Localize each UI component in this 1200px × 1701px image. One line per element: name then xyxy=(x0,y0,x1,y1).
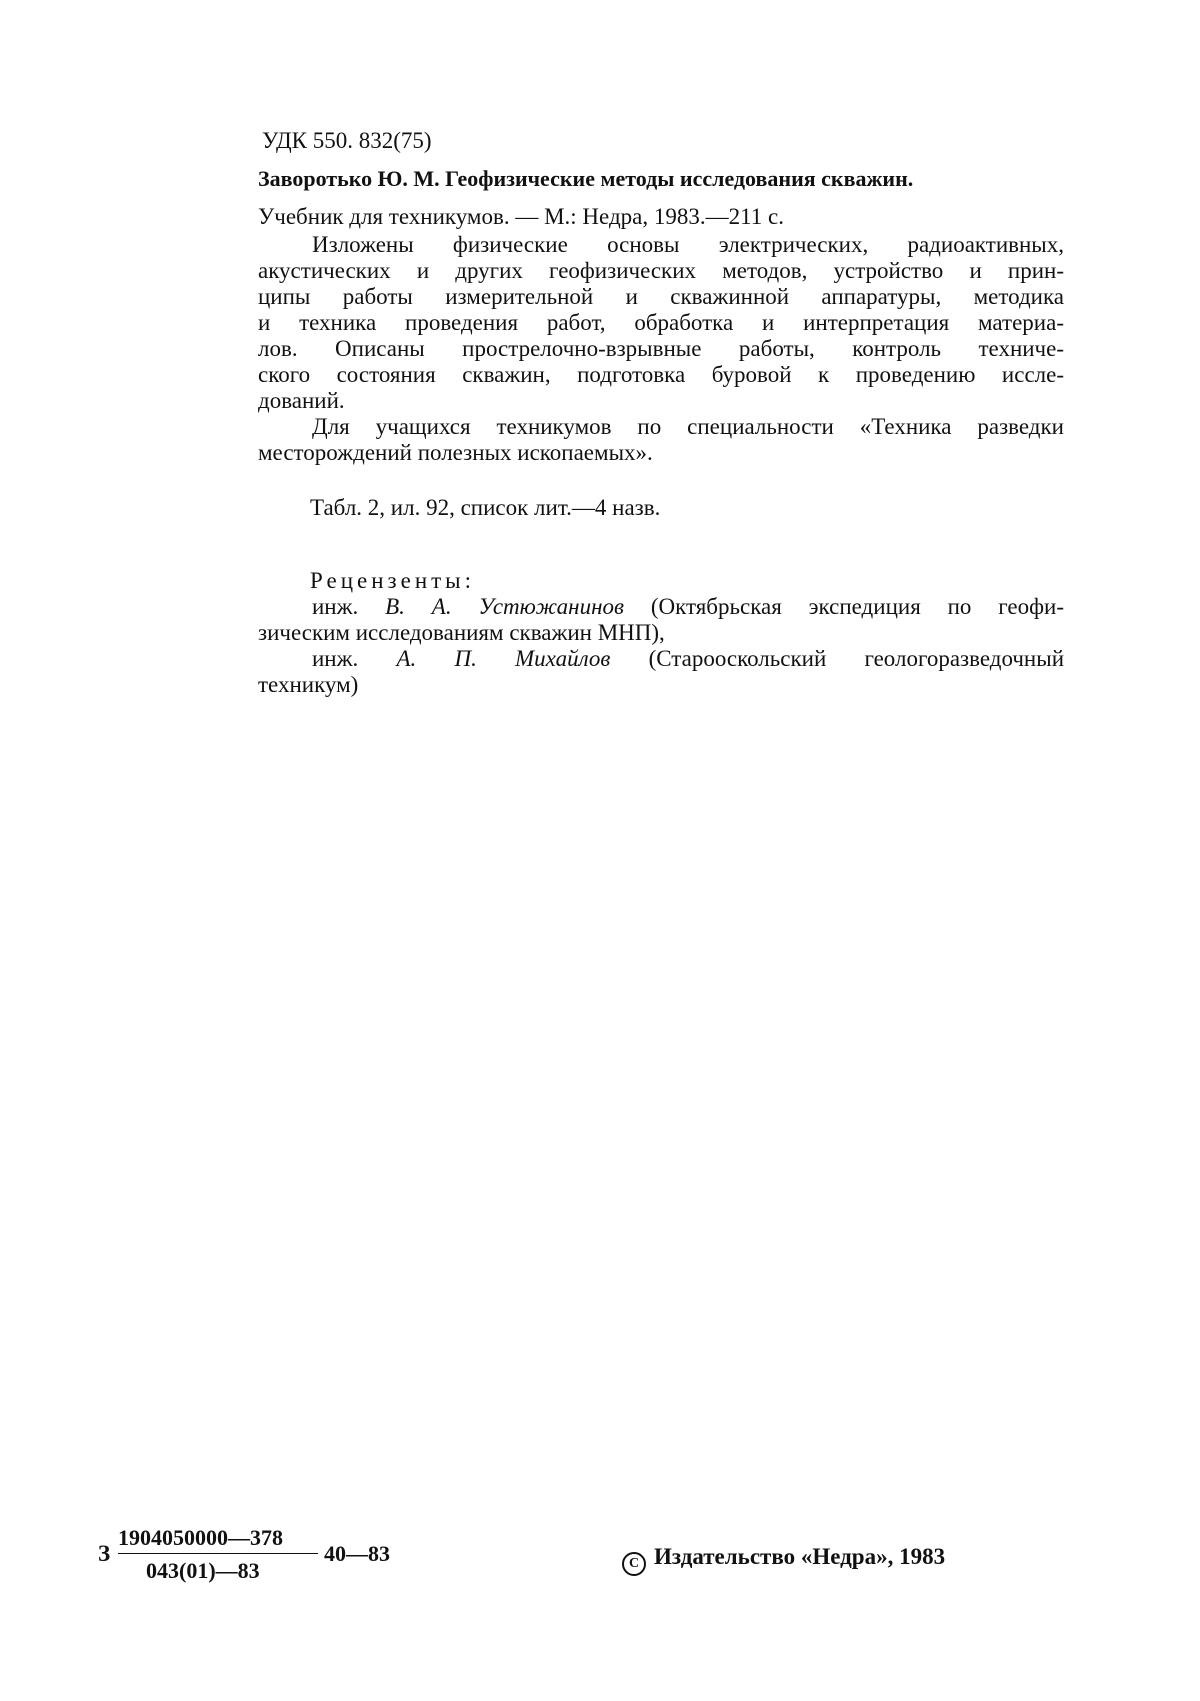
audience-line: месторождений полезных ископаемых». xyxy=(258,440,653,465)
abstract-line: ципы работы измерительной и скважинной аппаратуры, методика xyxy=(258,284,1064,309)
reviewer-2-affiliation: (Старооскольский геологоразведочный xyxy=(648,646,1065,671)
reviewer-1-prefix: инж. xyxy=(312,594,359,619)
reviewer-2-line xyxy=(312,646,1064,672)
abstract-line: ского состояния скважин, подготовка буровой к проведению иссле- xyxy=(258,362,1064,387)
reviewer-1-name: В. А. Устюжанинов xyxy=(385,594,624,619)
imprint-numerator: 1904050000—378 xyxy=(118,1525,283,1550)
bibliography-title-line: Заворотько Ю. М. Геофизические методы исследования скважин. xyxy=(258,166,914,191)
imprint-code-suffix: 40—83 xyxy=(324,1541,390,1566)
abstract-line: Изложены физические основы электрических, радиоактивных, xyxy=(312,232,1064,257)
stats-line: Табл. 2, ил. 92, список лит.—4 назв. xyxy=(310,495,661,520)
imprint-code xyxy=(98,1525,418,1595)
udk-code: УДК 550. 832(75) xyxy=(262,128,432,153)
copyright-text: Издательство «Недра», 1983 xyxy=(654,1544,946,1569)
imprint-lead: З xyxy=(98,1541,111,1566)
copyright-icon: C xyxy=(622,1552,646,1576)
abstract-line: лов. Описаны прострелочно-взрывные работы, контроль техниче- xyxy=(258,336,1064,361)
reviewer-2 xyxy=(258,646,1098,698)
reviewer-2-affiliation-cont: техникум) xyxy=(258,672,359,697)
abstract xyxy=(258,232,1098,466)
imprint-denominator: 043(01)—83 xyxy=(146,1558,260,1583)
abstract-line: и техника проведения работ, обработка и интерпретация материа- xyxy=(258,310,1064,335)
reviewers-heading: Рецензенты: xyxy=(310,568,476,593)
bibliography-publication-line: Учебник для техникумов. — М.: Недра, 1983.—211 с. xyxy=(258,204,784,229)
abstract-line: акустических и других геофизических методов, устройство и прин- xyxy=(258,258,1064,283)
reviewer-2-prefix: инж. xyxy=(312,646,359,671)
abstract-line: дований. xyxy=(258,388,345,413)
fraction-bar xyxy=(118,1553,318,1554)
copyright-line xyxy=(622,1544,945,1576)
reviewer-2-name: А. П. Михайлов xyxy=(396,646,611,671)
reviewer-1-affiliation: (Октябрьская экспедиция по геофи- xyxy=(650,594,1065,619)
reviewer-1-affiliation-cont: зическим исследованиям скважин МНП), xyxy=(258,620,665,645)
audience-line: Для учащихся техникумов по специальности «Техника разведки xyxy=(312,414,1064,439)
reviewer-1-line xyxy=(312,594,1064,620)
reviewer-1 xyxy=(258,594,1098,646)
